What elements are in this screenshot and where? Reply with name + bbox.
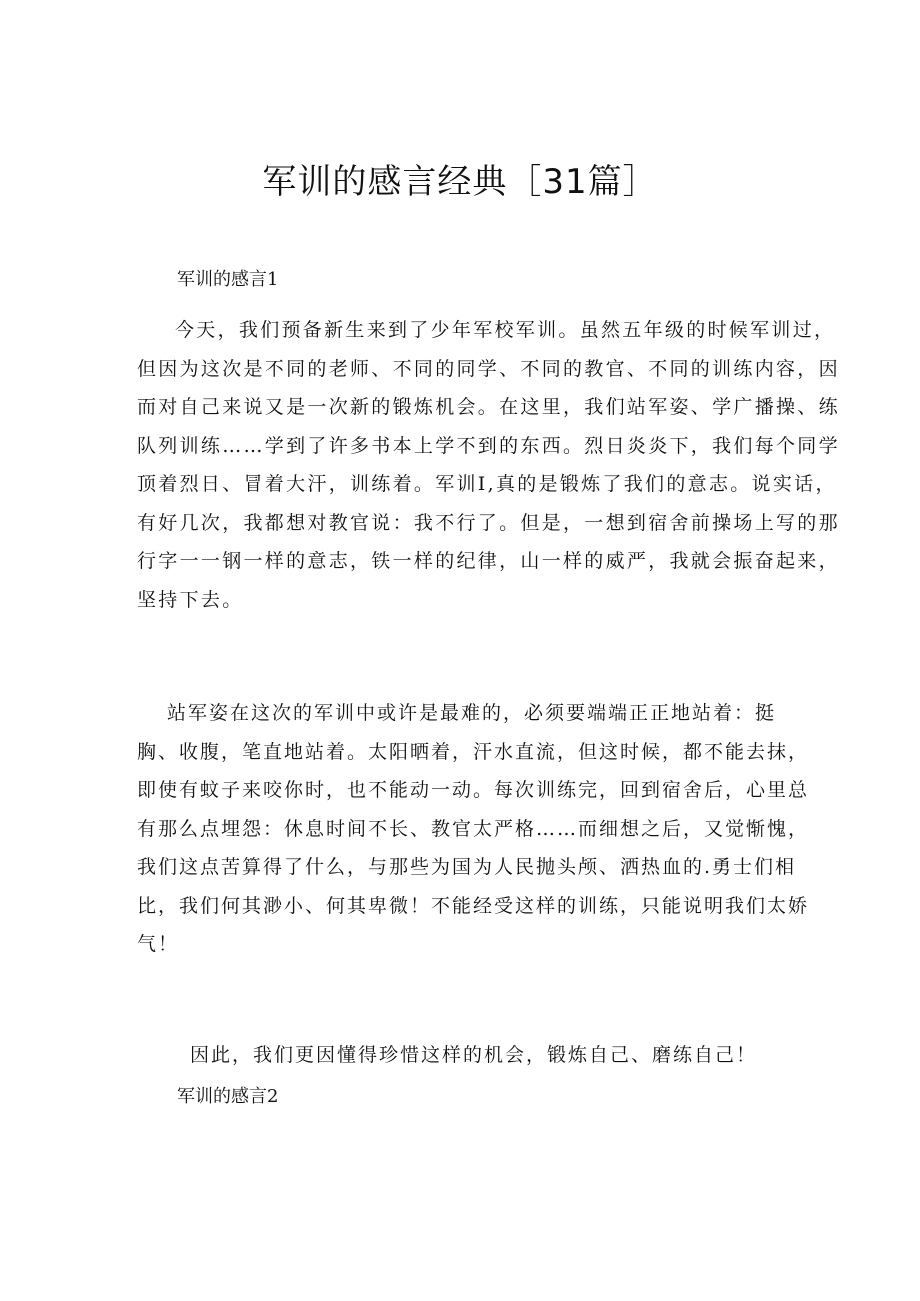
document-title: 军训的感言经典［31篇］ <box>262 162 658 202</box>
section-heading-2: 军训的感言2 <box>177 1086 279 1107</box>
paragraph-line: 顶着烈日、冒着大汗，训练着。军训I,真的是锻炼了我们的意志。说实话， <box>137 473 837 495</box>
paragraph-line: 站军姿在这次的军训中或许是最难的，必须要端端正正地站着：挺 <box>167 702 777 724</box>
paragraph-line: 有那么点埋怨：休息时间不长、教官太严格……而细想之后，又觉惭愧， <box>137 817 810 840</box>
paragraph-line: 即使有蚊子来咬你时，也不能动一动。每次训练完，回到宿舍后，心里总 <box>137 779 810 801</box>
paragraph-line: 气！ <box>137 933 180 955</box>
paragraph-line: 而对自己来说又是一次新的锻炼机会。在这里，我们站军姿、学广播操、练 <box>137 396 840 418</box>
paragraph-line: 但因为这次是不同的老师、不同的同学、不同的教官、不同的训练内容，因 <box>137 357 840 380</box>
paragraph-line: 胸、收腹，笔直地站着。太阳晒着，汗水直流，但这时候，都不能去抹， <box>137 740 810 763</box>
paragraph-line: 我们这点苦算得了什么，与那些为国为人民抛头颅、洒热血的.勇士们相 <box>137 856 797 878</box>
paragraph-line: 今天，我们预备新生来到了少年军校军训。虽然五年级的时候军训过， <box>175 319 836 341</box>
paragraph-line: 坚持下去。 <box>137 588 244 611</box>
section-heading-1: 军训的感言1 <box>177 269 279 290</box>
paragraph-line: 比，我们何其渺小、何其卑微！不能经受这样的训练，只能说明我们太娇 <box>137 894 810 917</box>
paragraph-line: 行字一一钢一样的意志，铁一样的纪律，山一样的威严，我就会振奋起来， <box>137 550 840 572</box>
paragraph-2 <box>137 694 809 964</box>
paragraph-line: 队列训练……学到了许多书本上学不到的东西。烈日炎炎下，我们每个同学 <box>137 434 840 457</box>
paragraph-1 <box>137 311 840 619</box>
paragraph-line: 因此，我们更因懂得珍惜这样的机会，锻炼自己、磨练自己！ <box>190 1044 758 1066</box>
paragraph-3 <box>190 1036 757 1075</box>
paragraph-line: 有好几次，我都想对教官说：我不行了。但是，一想到宿舍前操场上写的那 <box>137 511 840 534</box>
